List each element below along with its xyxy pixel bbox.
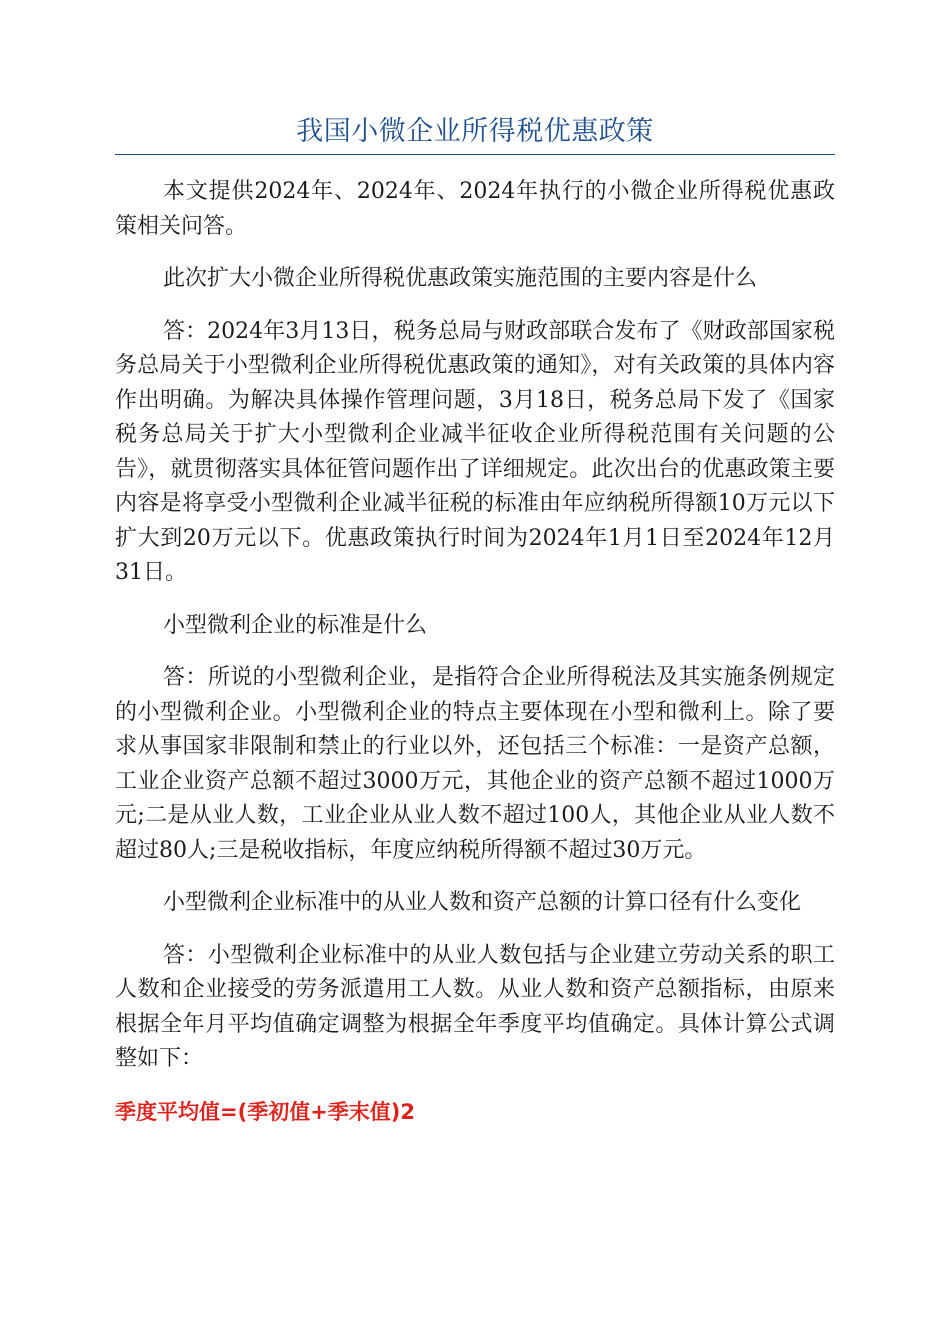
answer-1: 答：2024年3月13日，税务总局与财政部联合发布了《财政部国家税务总局关于小型微利企业所得税优惠政策的通知》，对有关政策的具体内容作出明确。为解决具体操作管理问题，3月18日，税务总局下发了《国家税务总局关于扩大小型微利企业减半征收企业所得税范围有关问题的公告》，就贯彻落实具体征管问题作出了详细规定。此次出台的优惠政策主要内容是将享受小型微利企业减半征税的标准由年应纳税所得额10万元以下扩大到20万元以下。优惠政策执行时间为2024年1月1日至2024年12月31日。 bbox=[115, 318, 835, 585]
intro-paragraph: 本文提供2024年、2024年、2024年执行的小微企业所得税优惠政策相关问答。 bbox=[115, 179, 835, 239]
question-2: 小型微利企业的标准是什么 bbox=[163, 612, 428, 638]
title-divider bbox=[115, 154, 835, 155]
question-1: 此次扩大小微企业所得税优惠政策实施范围的主要内容是什么 bbox=[163, 266, 758, 291]
document-page bbox=[115, 112, 835, 1129]
answer-2: 答：所说的小型微利企业，是指符合企业所得税法及其实施条例规定的小型微利企业。小型微利企业的特点主要体现在小型和微利上。除了要求从事国家非限制和禁止的行业以外，还包括三个标准：一是资产总额，工业企业资产总额不超过3000万元，其他企业的资产总额不超过1000万元;二是从业人数，工业企业从业人数不超过100人，其他企业从业人数不超过80人;三是税收指标，年度应纳税所得额不超过30万元。 bbox=[115, 665, 835, 863]
answer-3: 答：小型微利企业标准中的从业人数包括与企业建立劳动关系的职工人数和企业接受的劳务派遣用工人数。从业人数和资产总额指标，由原来根据全年月平均值确定调整为根据全年季度平均值确定。具体计算公式调整如下： bbox=[115, 942, 835, 1071]
page-title: 我国小微企业所得税优惠政策 bbox=[296, 116, 654, 147]
formula-line: 季度平均值=(季初值+季末值)2 bbox=[115, 1099, 415, 1124]
question-3: 小型微利企业标准中的从业人数和资产总额的计算口径有什么变化 bbox=[163, 890, 802, 915]
